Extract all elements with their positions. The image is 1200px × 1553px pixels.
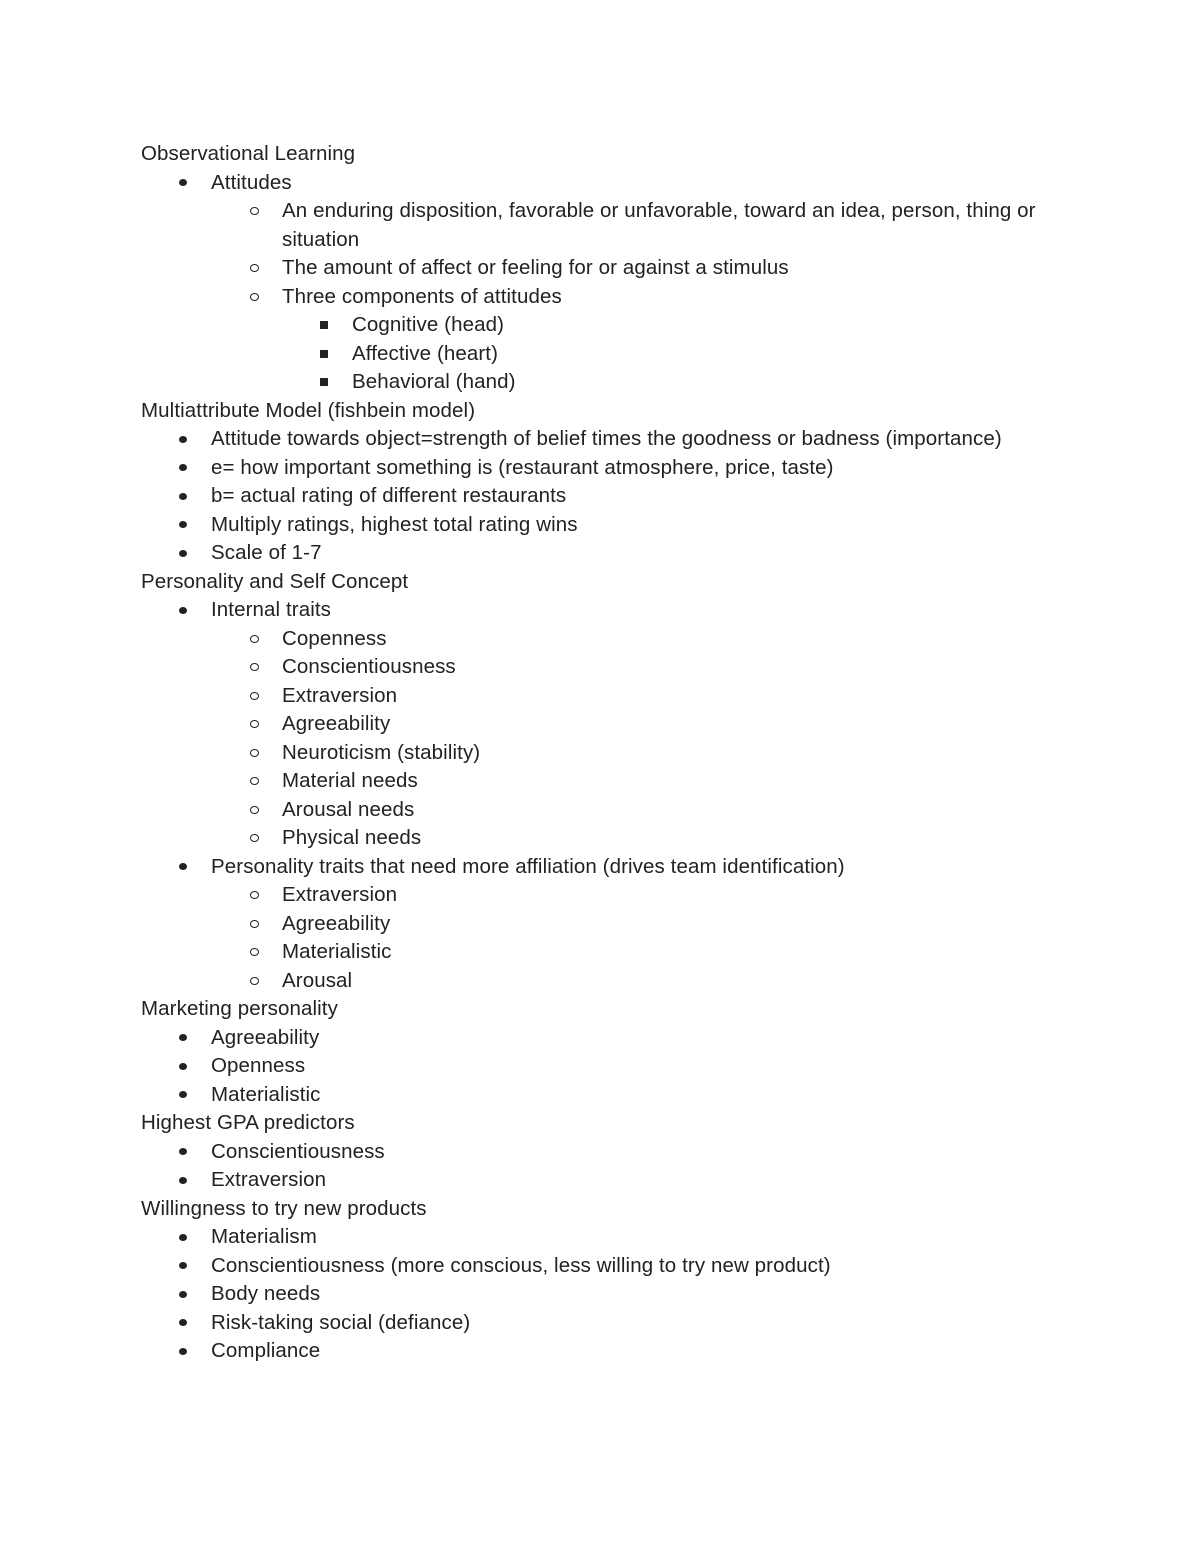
list-item-level-2 (141, 283, 1061, 312)
list-item-level-1 (141, 1309, 1061, 1338)
list-item-level-1 (141, 853, 1061, 882)
list-item-text: Conscientiousness (more conscious, less willing to try new product) (211, 1253, 831, 1277)
list-item-level-1 (141, 1024, 1061, 1053)
bullet-square-icon (317, 311, 331, 340)
list-item-text: Multiply ratings, highest total rating wins (211, 512, 578, 536)
list-item-level-2 (141, 767, 1061, 796)
bullet-circle-icon (247, 710, 261, 739)
bullet-disc-icon (176, 511, 190, 540)
bullet-circle-icon (247, 796, 261, 825)
list-item-text: Openness (211, 1054, 306, 1077)
section-heading: Highest GPA predictors (141, 1111, 355, 1134)
bullet-circle-icon (247, 767, 261, 796)
list-item-text: Extraversion (211, 1168, 327, 1191)
list-item-level-2 (141, 197, 1061, 254)
bullet-disc-icon (176, 1309, 190, 1338)
list-item-text: Affective (heart) (352, 341, 499, 365)
bullet-circle-icon (247, 682, 261, 711)
bullet-circle-icon (247, 283, 261, 312)
list-item-level-2 (141, 938, 1061, 967)
list-item-level-1 (141, 1052, 1061, 1081)
bullet-disc-icon (176, 1138, 190, 1167)
bullet-disc-icon (176, 1252, 190, 1281)
list-item-level-1 (141, 1252, 1061, 1281)
list-item-text: Materialistic (211, 1082, 321, 1106)
bullet-disc-icon (176, 1166, 190, 1195)
bullet-circle-icon (247, 938, 261, 967)
list-item-text: Arousal needs (282, 797, 415, 821)
bullet-circle-icon (247, 739, 261, 768)
list-item-level-2 (141, 625, 1061, 654)
list-item-text: Risk-taking social (defiance) (211, 1310, 471, 1334)
bullet-circle-icon (247, 625, 261, 654)
bullet-circle-icon (247, 824, 261, 853)
list-item-level-2 (141, 739, 1061, 768)
list-item-level-3 (141, 311, 1061, 340)
list-item-text: Personality traits that need more affiliation (drives team identification) (211, 854, 845, 878)
bullet-disc-icon (176, 539, 190, 568)
bullet-disc-icon (176, 482, 190, 511)
list-item-level-2 (141, 710, 1061, 739)
bullet-square-icon (317, 340, 331, 369)
list-item-text: Materialism (211, 1225, 317, 1248)
list-item-text: Cognitive (head) (352, 313, 505, 336)
list-item-level-2 (141, 796, 1061, 825)
list-item-level-1 (141, 1166, 1061, 1195)
list-item-level-1 (141, 454, 1061, 483)
list-item-level-1 (141, 169, 1061, 198)
bullet-disc-icon (176, 425, 190, 454)
list-item-level-2 (141, 881, 1061, 910)
list-item-text: Conscientiousness (211, 1139, 385, 1163)
bullet-circle-icon (247, 881, 261, 910)
list-item-text: Materialistic (282, 940, 392, 963)
bullet-disc-icon (176, 853, 190, 882)
list-item-level-1 (141, 1138, 1061, 1167)
list-item-level-1 (141, 482, 1061, 511)
list-item-level-1 (141, 596, 1061, 625)
section-heading: Willingness to try new products (141, 1196, 427, 1220)
section-heading: Multiattribute Model (fishbein model) (141, 398, 476, 422)
list-item-text: b= actual rating of different restaurants (211, 484, 567, 507)
list-item-level-2 (141, 824, 1061, 853)
bullet-disc-icon (176, 169, 190, 198)
list-item-text: Arousal (282, 968, 353, 992)
list-item-text: Body needs (211, 1282, 321, 1305)
list-item-level-1 (141, 1280, 1061, 1309)
bullet-disc-icon (176, 1223, 190, 1252)
list-item-text: Agreeability (211, 1025, 320, 1049)
list-item-text: Neuroticism (stability) (282, 740, 481, 764)
list-item-level-1 (141, 539, 1061, 568)
bullet-disc-icon (176, 1081, 190, 1110)
list-item-text: Compliance (211, 1339, 321, 1362)
document-body (141, 140, 1061, 1366)
bullet-disc-icon (176, 1052, 190, 1081)
list-item-text: An enduring disposition, favorable or unfavorable, toward an idea, person, thing or situation (282, 199, 1036, 251)
list-item-level-3 (141, 368, 1061, 397)
list-item-level-1 (141, 511, 1061, 540)
list-item-level-2 (141, 910, 1061, 939)
list-item-text: Three components of attitudes (282, 284, 562, 308)
list-item-text: The amount of affect or feeling for or against a stimulus (282, 256, 789, 279)
list-item-level-1 (141, 1337, 1061, 1366)
bullet-circle-icon (247, 197, 261, 226)
list-item-text: Behavioral (hand) (352, 370, 516, 393)
section-heading: Personality and Self Concept (141, 569, 409, 593)
section-heading: Marketing personality (141, 997, 338, 1020)
bullet-circle-icon (247, 254, 261, 283)
list-item-level-2 (141, 967, 1061, 996)
list-item-text: Extraversion (282, 883, 398, 906)
list-item-level-2 (141, 653, 1061, 682)
bullet-disc-icon (176, 596, 190, 625)
list-item-text: e= how important something is (restaurant atmosphere, price, taste) (211, 455, 834, 479)
list-item-level-1 (141, 1081, 1061, 1110)
bullet-disc-icon (176, 1024, 190, 1053)
list-item-text: Conscientiousness (282, 655, 456, 678)
list-item-text: Physical needs (282, 826, 422, 849)
list-item-text: Material needs (282, 769, 418, 792)
bullet-square-icon (317, 368, 331, 397)
list-item-text: Attitude towards object=strength of belief times the goodness or badness (importance) (211, 427, 1002, 450)
bullet-disc-icon (176, 1280, 190, 1309)
list-item-text: Agreeability (282, 712, 391, 735)
list-item-level-1 (141, 1223, 1061, 1252)
list-item-text: Copenness (282, 626, 387, 650)
list-item-level-2 (141, 254, 1061, 283)
list-item-level-1 (141, 425, 1061, 454)
section-heading: Observational Learning (141, 142, 356, 165)
bullet-circle-icon (247, 653, 261, 682)
list-item-text: Attitudes (211, 170, 292, 194)
list-item-level-3 (141, 340, 1061, 369)
list-item-text: Scale of 1-7 (211, 541, 322, 564)
bullet-circle-icon (247, 910, 261, 939)
bullet-circle-icon (247, 967, 261, 996)
list-item-text: Agreeability (282, 911, 391, 935)
bullet-disc-icon (176, 454, 190, 483)
bullet-disc-icon (176, 1337, 190, 1366)
list-item-text: Internal traits (211, 598, 331, 621)
list-item-text: Extraversion (282, 683, 398, 707)
list-item-level-2 (141, 682, 1061, 711)
